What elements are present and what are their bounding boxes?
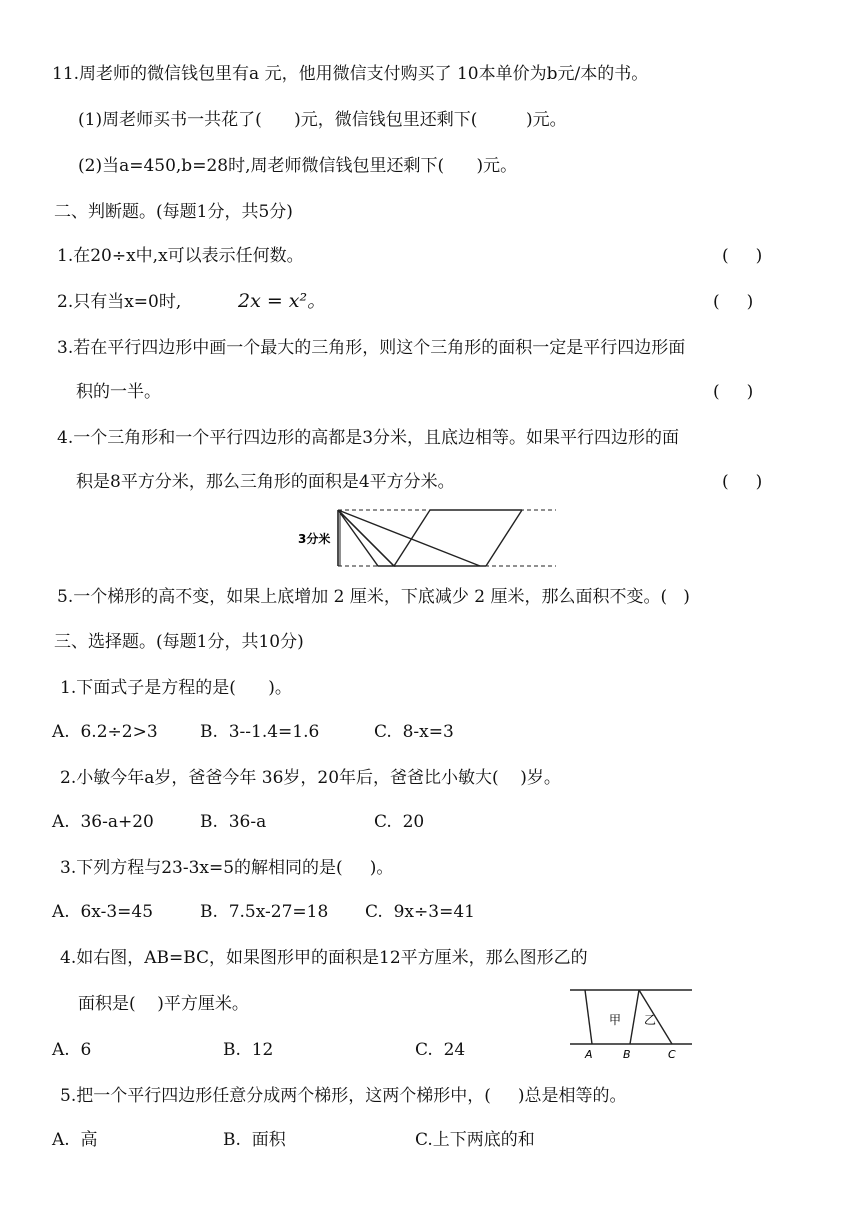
section3-title: 三、选择题。(每题1分，共10分) — [54, 632, 304, 652]
judge-1-text: 1.在20÷x中,x可以表示任何数。 — [57, 246, 304, 266]
judge-3-text-line2: 积的一半。 — [76, 382, 161, 402]
judge-3-answer-paren[interactable]: ( ) — [713, 382, 754, 402]
q11-stem: 11.周老师的微信钱包里有a 元，他用微信支付购买了 10本单价为b元/本的书。 — [52, 64, 649, 84]
judge-3-text-line1: 3.若在平行四边形中画一个最大的三角形，则这个三角形的面积一定是平行四边形面 — [57, 338, 686, 358]
point-b-label: B — [623, 1048, 631, 1061]
judge-1-answer-paren[interactable]: ( ) — [722, 246, 763, 266]
choice-1-option-a[interactable]: A. 6.2÷2>3 — [52, 722, 158, 742]
choice-1-option-c[interactable]: C. 8-x=3 — [374, 722, 454, 742]
choice-1-stem: 1.下面式子是方程的是( )。 — [60, 678, 292, 698]
choice-4-stem-line2: 面积是( )平方厘米。 — [78, 994, 249, 1014]
choice-5-option-c[interactable]: C.上下两底的和 — [415, 1130, 535, 1150]
point-c-label: C — [668, 1048, 676, 1061]
choice-2-option-c[interactable]: C. 20 — [374, 812, 425, 832]
judge-4-text-line1: 4.一个三角形和一个平行四边形的高都是3分米，且底边相等。如果平行四边形的面 — [57, 428, 680, 448]
choice-5-option-b[interactable]: B. 面积 — [223, 1130, 286, 1150]
choice-2-option-b[interactable]: B. 36-a — [200, 812, 267, 832]
q11-part1: (1)周老师买书一共花了( )元，微信钱包里还剩下( )元。 — [78, 110, 567, 130]
judge-2-answer-paren[interactable]: ( ) — [713, 292, 754, 312]
choice-4-stem-line1: 4.如右图，AB=BC，如果图形甲的面积是12平方厘米，那么图形乙的 — [60, 948, 588, 968]
choice-3-option-a[interactable]: A. 6x-3=45 — [52, 902, 154, 922]
choice-2-stem: 2.小敏今年a岁，爸爸今年 36岁，20年后，爸爸比小敏大( )岁。 — [60, 768, 561, 788]
q11-part2: (2)当a=450,b=28时,周老师微信钱包里还剩下( )元。 — [78, 156, 518, 176]
choice-3-option-c[interactable]: C. 9x÷3=41 — [365, 902, 475, 922]
choice-3-option-b[interactable]: B. 7.5x-27=18 — [200, 902, 329, 922]
height-label: 3分米 — [298, 532, 331, 546]
choice-2-option-a[interactable]: A. 36-a+20 — [52, 812, 154, 832]
region-yi-label: 乙 — [644, 1013, 657, 1027]
choice-5-stem: 5.把一个平行四边形任意分成两个梯形，这两个梯形中，( )总是相等的。 — [60, 1086, 627, 1106]
point-a-label: A — [585, 1048, 593, 1061]
judge-2-formula: 2x = x²。 — [238, 290, 327, 312]
judge-4-answer-paren[interactable]: ( ) — [722, 472, 763, 492]
parallelogram-triangle-figure — [296, 500, 560, 572]
judge-5-text: 5.一个梯形的高不变，如果上底增加 2 厘米，下底减少 2 厘米，那么面积不变。( ) — [57, 587, 690, 607]
judge-2-text: 2.只有当x=0时, — [57, 292, 182, 312]
choice-4-option-a[interactable]: A. 6 — [52, 1040, 92, 1060]
choice-1-option-b[interactable]: B. 3--1.4=1.6 — [200, 722, 320, 742]
choice-5-option-a[interactable]: A. 高 — [52, 1130, 98, 1150]
trapezoid-ab-bc-figure — [560, 982, 700, 1062]
section2-title: 二、判断题。(每题1分，共5分) — [54, 202, 293, 222]
choice-4-option-b[interactable]: B. 12 — [223, 1040, 274, 1060]
choice-3-stem: 3.下列方程与23-3x=5的解相同的是( )。 — [60, 858, 394, 878]
choice-4-option-c[interactable]: C. 24 — [415, 1040, 466, 1060]
region-jia-label: 甲 — [609, 1013, 622, 1027]
judge-4-text-line2: 积是8平方分米，那么三角形的面积是4平方分米。 — [76, 472, 455, 492]
